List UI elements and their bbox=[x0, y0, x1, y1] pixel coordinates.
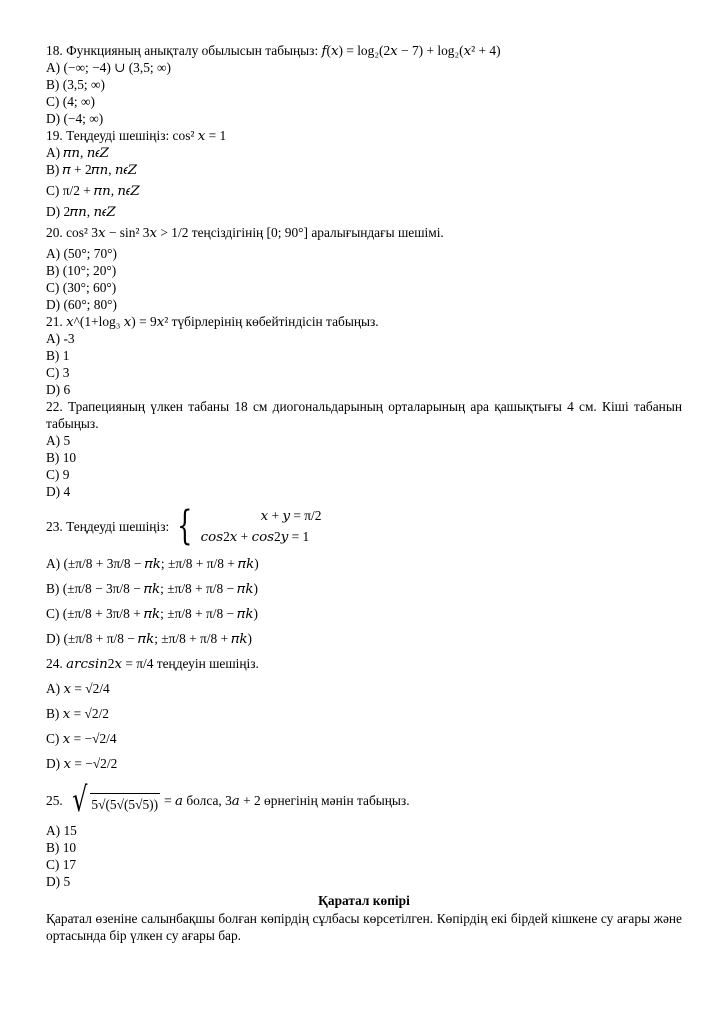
answer-option: B) 𝑥 = √2/2 bbox=[46, 706, 109, 721]
system-rows bbox=[201, 505, 322, 547]
answer-option: B) 𝜋 + 2𝜋𝑛, 𝑛𝜖𝑍 bbox=[46, 162, 138, 177]
question-25 bbox=[46, 782, 682, 890]
answer-option: D) 𝑥 = −√2/2 bbox=[46, 756, 118, 771]
question-stem: 21. 𝑥^(1+log₃ 𝑥) = 9𝑥² түбірлерінің көбейтіндісін табыңыз. bbox=[46, 314, 379, 329]
answer-option: B) 10 bbox=[46, 450, 77, 465]
document-page bbox=[46, 42, 682, 944]
answer-option: D) (−4; ∞) bbox=[46, 111, 104, 126]
answer-option: A) 𝑥 = √2/4 bbox=[46, 681, 110, 696]
question-stem: 18. Функцияның анықталу обылысын табыңыз: 𝑓(𝑥) = log₂(2𝑥 − 7) + log₂(𝑥² + 4) bbox=[46, 43, 501, 58]
answer-option: A) 𝜋𝑛, 𝑛𝜖𝑍 bbox=[46, 145, 109, 160]
answer-option: A) 5 bbox=[46, 433, 71, 448]
answer-option: B) (10°; 20°) bbox=[46, 263, 117, 278]
question-21 bbox=[46, 313, 682, 398]
question-24 bbox=[46, 651, 682, 776]
answer-option: D) (±π/8 + π/8 − 𝜋𝑘; ±π/8 + π/8 + 𝜋𝑘) bbox=[46, 631, 252, 646]
question-18 bbox=[46, 42, 682, 127]
equation-system bbox=[46, 503, 682, 549]
answer-option: B) (3,5; ∞) bbox=[46, 77, 106, 92]
answer-option: C) (30°; 60°) bbox=[46, 280, 117, 295]
radicand: 5√(5√(5√5)) bbox=[90, 793, 160, 813]
answer-option: A) (50°; 70°) bbox=[46, 246, 117, 261]
question-stem bbox=[46, 782, 682, 818]
answer-option: C) 3 bbox=[46, 365, 70, 380]
answer-option: D) 5 bbox=[46, 874, 71, 889]
answer-option: C) (±π/8 + 3π/8 + 𝜋𝑘; ±π/8 + π/8 − 𝜋𝑘) bbox=[46, 606, 258, 621]
question-19 bbox=[46, 127, 682, 220]
question-23 bbox=[46, 503, 682, 651]
answer-option: A) (±π/8 + 3π/8 − 𝜋𝑘; ±π/8 + π/8 + 𝜋𝑘) bbox=[46, 556, 259, 571]
answer-option: A) -3 bbox=[46, 331, 75, 346]
brace-icon: { bbox=[177, 503, 193, 549]
section-text: Қаратал өзеніне салынбақшы болған көпірдің сұлбасы көрсетілген. Көпірдің екі бірдей кішкене су ағары және ортасында бір үлкен су ағары бар. bbox=[46, 911, 682, 943]
answer-option: D) 6 bbox=[46, 382, 71, 397]
answer-option: B) 10 bbox=[46, 840, 77, 855]
answer-option: B) (±π/8 − 3π/8 − 𝜋𝑘; ±π/8 + π/8 − 𝜋𝑘) bbox=[46, 581, 258, 596]
answer-option: B) 1 bbox=[46, 348, 70, 363]
question-number: 25. bbox=[46, 792, 63, 808]
sqrt-icon: √ bbox=[72, 780, 88, 820]
answer-option: C) 17 bbox=[46, 857, 77, 872]
question-stem: 19. Теңдеуді шешіңіз: cos² 𝑥 = 1 bbox=[46, 128, 227, 143]
answer-option: C) (4; ∞) bbox=[46, 94, 95, 109]
section-title: Қаратал көпірі bbox=[318, 893, 410, 908]
answer-option: D) (60°; 80°) bbox=[46, 297, 117, 312]
question-22 bbox=[46, 398, 682, 500]
question-stem: 24. 𝑎𝑟𝑐𝑠𝑖𝑛2𝑥 = π/4 теңдеуін шешіңіз. bbox=[46, 656, 259, 671]
answer-option: C) 𝑥 = −√2/4 bbox=[46, 731, 117, 746]
question-stem: 20. cos² 3𝑥 − sin² 3𝑥 > 1/2 теңсіздігінің [0; 90°] аралығындағы шешімі. bbox=[46, 225, 444, 240]
answer-option: C) 9 bbox=[46, 467, 70, 482]
question-stem: 22. Трапецияның үлкен табаны 18 см диогональдарының орталарының ара қашықтығы 4 см. Кіші табанын табыңыз. bbox=[46, 399, 682, 431]
answer-option: D) 4 bbox=[46, 484, 71, 499]
question-20 bbox=[46, 220, 682, 313]
system-row: 𝑥 + 𝑦 = π/2 bbox=[260, 508, 322, 523]
answer-option: A) 15 bbox=[46, 823, 77, 838]
question-stem: 23. Теңдеуді шешіңіз: bbox=[46, 518, 170, 534]
system-row: 𝑐𝑜𝑠2𝑥 + 𝑐𝑜𝑠2𝑦 = 1 bbox=[200, 529, 310, 544]
answer-option: C) π/2 + 𝜋𝑛, 𝑛𝜖𝑍 bbox=[46, 183, 140, 198]
answer-option: A) (−∞; −4) ∪ (3,5; ∞) bbox=[46, 60, 171, 75]
answer-option: D) 2𝜋𝑛, 𝑛𝜖𝑍 bbox=[46, 204, 116, 219]
question-text: = 𝑎 болса, 3𝑎 + 2 өрнегінің мәнін табыңыз. bbox=[164, 792, 410, 808]
